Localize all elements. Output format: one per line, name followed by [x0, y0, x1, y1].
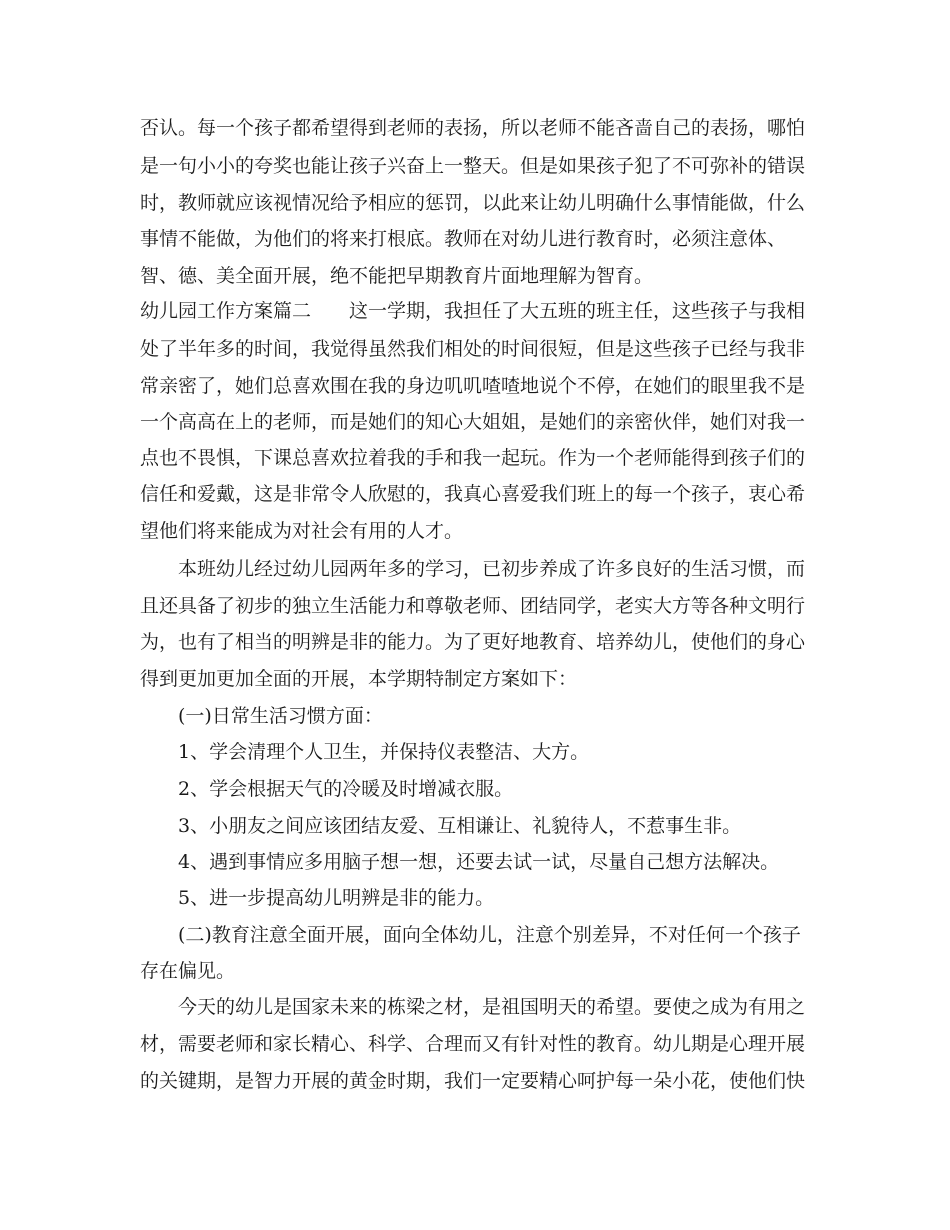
text-line: 存在偏见。: [140, 960, 236, 982]
text-line: 5、进一步提高幼儿明辨是非的能力。: [178, 887, 495, 909]
text-line: 幼儿园工作方案篇二 这一学期，我担任了大五班的班主任，这些孩子与我相: [140, 300, 806, 322]
text-line: 的关键期，是智力开展的黄金时期，我们一定要精心呵护每一朵小花，使他们快: [140, 1070, 806, 1092]
text-line: 本班幼儿经过幼儿园两年多的学习，已初步养成了许多良好的生活习惯，而: [178, 558, 806, 580]
text-line: 点也不畏惧，下课总喜欢拉着我的手和我一起玩。作为一个老师能得到孩子们的: [140, 447, 806, 469]
text-line: 否认。每一个孩子都希望得到老师的表扬，所以老师不能吝啬自己的表扬，哪怕: [140, 117, 806, 139]
text-line: 且还具备了初步的独立生活能力和尊敬老师、团结同学，老实大方等各种文明行: [140, 595, 806, 617]
text-line: 3、小朋友之间应该团结友爱、互相谦让、礼貌待人，不惹事生非。: [178, 815, 742, 837]
text-line: 常亲密了，她们总喜欢围在我的身边叽叽喳喳地说个不停，在她们的眼里我不是: [140, 375, 806, 397]
text-line: 一个高高在上的老师，而是她们的知心大姐姐，是她们的亲密伙伴，她们对我一: [140, 411, 806, 433]
text-line: 智、德、美全面开展，绝不能把早期教育片面地理解为智育。: [140, 265, 654, 287]
text-line: 信任和爱戴，这是非常令人欣慰的，我真心喜爱我们班上的每一个孩子，衷心希: [140, 483, 806, 505]
text-line: 材，需要老师和家长精心、科学、合理而又有针对性的教育。幼儿期是心理开展: [140, 1033, 806, 1055]
text-line: 是一句小小的夸奖也能让孩子兴奋上一整天。但是如果孩子犯了不可弥补的错误: [140, 155, 806, 177]
text-line: (二)教育注意全面开展，面向全体幼儿，注意个别差异，不对任何一个孩子: [178, 924, 801, 946]
text-line: 2、学会根据天气的冷暖及时增减衣服。: [178, 778, 514, 800]
text-line: 处了半年多的时间，我觉得虽然我们相处的时间很短，但是这些孩子已经与我非: [140, 338, 806, 360]
text-line: 事情不能做，为他们的将来打根底。教师在对幼儿进行教育时，必须注意体、: [140, 228, 787, 250]
text-line: 1、学会清理个人卫生，并保持仪表整洁、大方。: [178, 741, 590, 763]
text-line: 今天的幼儿是国家未来的栋梁之材，是祖国明天的希望。要使之成为有用之: [178, 996, 806, 1018]
text-line: 望他们将来能成为对社会有用的人才。: [140, 520, 464, 542]
text-line: (一)日常生活习惯方面：: [178, 705, 383, 727]
text-line: 得到更加更加全面的开展，本学期特制定方案如下：: [140, 668, 578, 690]
text-line: 时，教师就应该视情况给予相应的惩罚，以此来让幼儿明确什么事情能做，什么: [140, 192, 806, 214]
text-line: 为，也有了相当的明辨是非的能力。为了更好地教育、培养幼儿，使他们的身心: [140, 631, 806, 653]
text-line: 4、遇到事情应多用脑子想一想，还要去试一试，尽量自己想方法解决。: [178, 851, 780, 873]
